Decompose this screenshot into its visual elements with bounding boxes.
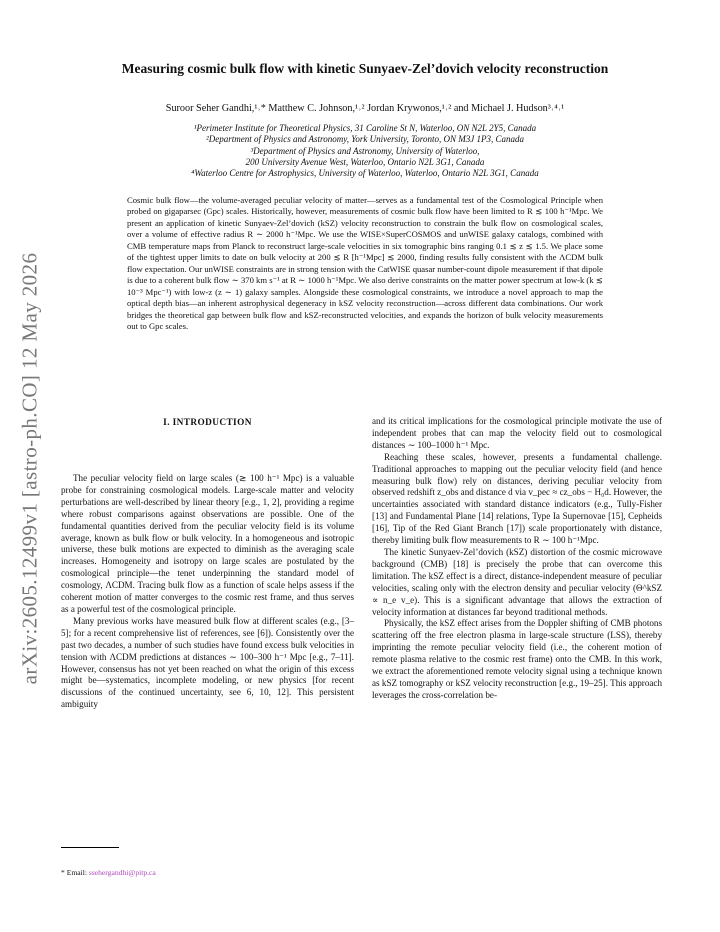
footnote [61,868,156,877]
arxiv-stamp-text: arXiv:2605.12499v1 [astro-ph.CO] 12 May 2026 [17,252,42,684]
paragraph: The peculiar velocity field on large scales (≳ 100 h⁻¹ Mpc) is a valuable probe for constraining cosmological models. Large-scale matter and velocity perturbations are well-described by linear theory [e.g., 1, 2], providing a regime where robust comparisons against observations are possible. One of the fundamental quantities derived from the peculiar velocity field is its volume average, known as bulk flow or bulk velocity. In a homogeneous and isotropic universe, these bulk motions are expected to diminish as the averaging scale increases. Homogeneity and isotropy on large scales are postulated by the cosmological principle—the tenet underpinning the standard model of cosmology, ΛCDM. Tracing bulk flow as a function of scale helps assess if the coherent motion of matter converges to the cosmic rest frame, and thus serves as a powerful test of the cosmological principle. [61,473,354,614]
affiliation-line: ³Department of Physics and Astronomy, University of Waterloo, [250,145,480,156]
affiliation-line: 200 University Avenue West, Waterloo, Ontario N2L 3G1, Canada [245,156,485,167]
section-heading: I. INTRODUCTION [163,418,252,428]
affiliation-line: ⁴Waterloo Centre for Astrophysics, University of Waterloo, Waterloo, Ontario N2L 3G1, Canada [191,168,539,179]
affiliation-line: ¹Perimeter Institute for Theoretical Physics, 31 Caroline St N, Waterloo, ON N2L 2Y5, Canada [193,123,537,133]
paragraph: Reaching these scales, however, presents a fundamental challenge. Traditional approaches to mapping out the peculiar velocity field (and hence measuring bulk flow) rely on distances, deriving peculiar velocity from observed redshift z_obs and distance d via v_pec ≈ cz_obs − H₀d. However, the uncertainties associated with standard distance indicators (e.g., Tully-Fisher [13] and Fundamental Plane [14] relations, Type Ia Supernovae [15], Cepheids [16], Tip of the Red Giant Branch [17]) scale proportionately with distance, thereby limiting bulk flow measurements to R ∼ 100 h⁻¹Mpc. [372,451,662,546]
paper-title: Measuring cosmic bulk flow with kinetic Sunyaev-Zel’dovich velocity reconstruction [121,61,609,76]
right-column [372,416,662,702]
arxiv-stamp [8,248,52,688]
affiliations [90,123,640,179]
paragraph: The kinetic Sunyaev-Zel’dovich (kSZ) distortion of the cosmic microwave background (CMB) [18] is precisely the probe that can overcome this limitation. The kSZ effect is a direct, distance-independent measure of peculiar velocities, scaling only with the electron density and peculiar velocity (Θ^kSZ ∝ n_e v_e). This is a significant advantage that allows the extraction of velocity information at distances far beyond traditional methods. [372,546,662,617]
footnote-label: * Email: [61,868,89,877]
affiliation-line: ²Department of Physics and Astronomy, York University, Toronto, ON M3J 1P3, Canada [206,134,524,145]
paragraph: Physically, the kSZ effect arises from the Doppler shifting of CMB photons scattering off the free electron plasma in large-scale structure (LSS), thereby imprinting the remote peculiar velocity field (i.e., the coherent motion of remote plasma relative to the cosmic rest frame) onto the CMB. In this work, we extract the aforementioned remote velocity signal using a technique known as kSZ tomography or kSZ velocity reconstruction [e.g., 19–25]. This approach leverages the cross-correlation be- [372,618,662,700]
abstract: Cosmic bulk flow—the volume-averaged peculiar velocity of matter—serves as a fundamental test of the Cosmological Principle when probed on gigaparsec (Gpc) scales. Historically, however, measurements of cosmic bulk flow have been limited to R ≲ 100 h⁻¹Mpc. We present an application of kinetic Sunyaev-Zel’dovich (kSZ) velocity reconstruction to constrain the bulk flow on cosmological scales, over a volume of effective radius R ∼ 2000 h⁻¹Mpc. We use the WISE×SuperCOSMOS and unWISE galaxy catalogs, combined with CMB temperature maps from Planck to reconstruct large-scale velocities in six tomographic bins ranging 0.1 ≲ z ≲ 1.5. We place some of the tightest upper limits to date on bulk velocity at 200 ≲ R [h⁻¹Mpc] ≲ 2000, finding results fully consistent with the ΛCDM bulk flow expectation. Our unWISE constraints are in strong tension with the CatWISE quasar number-count dipole measurement if that dipole is due to a coherent bulk flow ∼ 370 km s⁻¹ at R ∼ 1000 h⁻¹Mpc. We also derive constraints on the matter power spectrum at low-k (k ≲ 10⁻³ Mpc⁻¹) with low-z (z ∼ 1) galaxy samples. Alongside these cosmological constraints, we introduce a novel approach to map the optical depth bias—an inherent astrophysical degeneracy in kSZ velocity reconstruction—across different data combinations. Our work bridges the theoretical gap between bulk flow and kSZ-reconstructed velocities, and expands the horizon of bulk velocity measurements out to Gpc scales. [127,195,603,331]
paragraph: Many previous works have measured bulk flow at different scales (e.g., [3–5]; for a recent comprehensive list of references, see [6]). Consistently over the past two decades, a number of such studies have found excess bulk velocities in tension with ΛCDM predictions at distances ∼ 100–300 h⁻¹ Mpc [e.g., 7–11]. However, consensus has not yet been reached on what the origin of this excess might be—systematics, incomplete modeling, or new physics [for recent discussions of the continued uncertainty, see 6, 10, 12]. This persistent ambiguity [61,615,354,710]
paragraph: and its critical implications for the cosmological principle motivate the use of independent probes that can map the velocity field out to cosmological distances ∼ 100–1000 h⁻¹ Mpc. [372,416,662,450]
left-column [61,473,354,711]
author-list: Suroor Seher Gandhi,¹˒* Matthew C. Johnson,¹˒² Jordan Krywonos,¹˒² and Michael J. Hudson³˒⁴˒¹ [165,103,565,114]
email-link[interactable]: ssehergandhi@pitp.ca [88,868,156,877]
footnote-rule [61,847,119,848]
